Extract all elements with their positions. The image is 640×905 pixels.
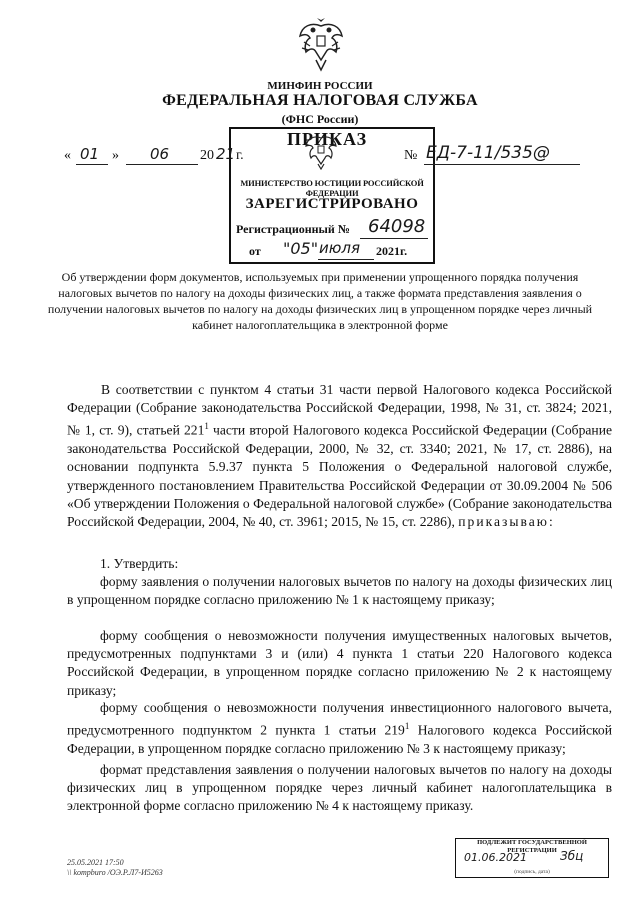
date-quote-open: «	[64, 148, 71, 163]
list-item: форму сообщения о невозможности получения инвестиционного налогового вычета, предусмотренного подпунктом 2 пункта 1 статьи $219^1$ Налогового кодекса Российской Федерации, в упрощенном порядке согласно приложению № 3 к настоящему приказу;	[67, 700, 612, 756]
stamp-registered: ЗАРЕГИСТРИРОВАНО	[245, 196, 419, 212]
service-abbr: (ФНС России)	[281, 112, 359, 126]
list-item: форму сообщения о невозможности получения имущественных налоговых вычетов, предусмотренных подпунктами 3 и (или) 4 пункта 1 статьи 220 Налогового кодекса Российской Федерации, в упрощенном порядке согласно приложению № 2 к настоящему приказу;	[67, 628, 612, 698]
order-month: 06	[150, 145, 170, 163]
order-day: 01	[80, 145, 100, 163]
footer-path: \\ kompburo /ОЭ.Р.Л7-И5263	[67, 868, 163, 877]
order-number: ЕД-7-11/535@	[426, 143, 550, 163]
date-quote-close: »	[112, 148, 119, 163]
order-number-label: №	[404, 148, 418, 163]
copy-stamp-title: ПОДЛЕЖИТ ГОСУДАРСТВЕННОЙ РЕГИСТРАЦИИ	[477, 839, 587, 854]
order-year: 21	[216, 145, 236, 163]
stamp-year: 2021г.	[376, 244, 408, 258]
document-type: ПРИКАЗ	[287, 129, 368, 149]
stamp-reg-number: 64098	[368, 216, 426, 237]
coat-of-arms-emblem	[296, 16, 346, 72]
list-item: форму заявления о получении налоговых вычетов по налогу на доходы физических лиц в упрощенном порядке согласно приложению № 1 к настоящему приказу;	[67, 574, 612, 608]
stamp-reg-label: Регистрационный №	[236, 222, 350, 236]
copy-stamp-caption: (подпись, дата)	[514, 869, 550, 875]
ministry-name: МИНФИН РОССИИ	[267, 80, 373, 92]
stamp-ministry: МИНИСТЕРСТВО ЮСТИЦИИ РОССИЙСКОЙ ФЕДЕРАЦИИ	[240, 178, 424, 198]
preamble-paragraph: В соответствии с пунктом 4 статьи 31 части первой Налогового кодекса Российской Федерации (Собрание законодательства Российской Федерации, 1998, № 31, ст. 3824; 2021, № 1, ст. 9), статьей $221^1$ части второй Налогового кодекса Российской Федерации (Собрание законодательства Российской Федерации, 2000, № 32, ст. 3340; 2021, № 17, ст. 2886), на основании подпункта 5.9.37 пункта 5 Положения о Федеральной налоговой службе, утвержденного постановлением Правительства Российской Федерации от 30.09.2004 № 506 «Об утверждении Положения о Федеральной налоговой службе» (Собрание законодательства Российской Федерации, 2004, № 40, ст. 3961; 2015, № 15, ст. 2286), приказываю:	[67, 382, 612, 529]
copy-stamp-signature: Збц	[560, 849, 584, 863]
list-item-heading: 1. Утвердить:	[100, 556, 179, 571]
list-item: формат представления заявления о получении налоговых вычетов по налогу на доходы физических лиц в упрощенном порядке через личный кабинет налогоплательщика в электронной форме согласно приложению № 4 к настоящему приказу.	[67, 762, 612, 814]
service-name: ФЕДЕРАЛЬНАЯ НАЛОГОВАЯ СЛУЖБА	[162, 92, 478, 109]
document-subject: Об утверждении форм документов, используемых при применении упрощенного порядка получения налоговых вычетов по налогу на доходы физических лиц, а также формата представления заявления о получении налоговых вычетов по налогу на доходы физических лиц в упрощенном порядке через личный кабинет налогоплательщика в электронной форме	[47, 270, 593, 332]
order-year-prefix: 20	[200, 148, 214, 163]
stamp-day: "05"	[283, 239, 319, 258]
order-year-suffix: г.	[236, 148, 244, 163]
stamp-from-label: от	[249, 244, 261, 258]
stamp-emblem-icon	[303, 132, 339, 170]
footer-timestamp: 25.05.2021 17:50	[67, 858, 124, 867]
order-word: приказываю:	[458, 513, 555, 529]
stamp-month: июля	[319, 239, 360, 257]
copy-stamp-date: 01.06.2021	[464, 851, 527, 864]
